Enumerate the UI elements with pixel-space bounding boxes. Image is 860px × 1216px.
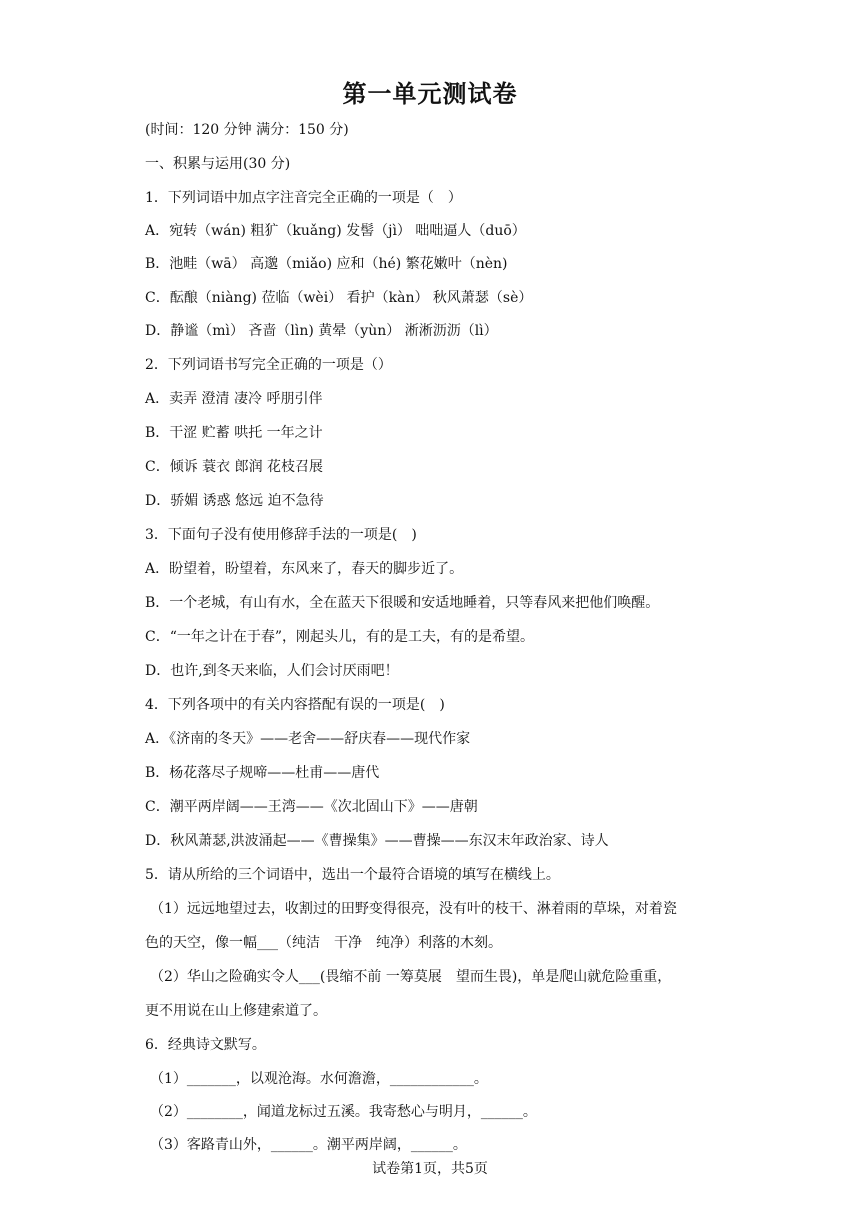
question-2-option-c: C．倾诉 蓑衣 郎润 花枝召展 bbox=[145, 459, 324, 475]
question-3-option-a: A．盼望着，盼望着，东风来了，春天的脚步近了。 bbox=[145, 561, 464, 577]
question-1-stem: 1．下列词语中加点字注音完全正确的一项是（ ） bbox=[145, 190, 462, 206]
question-5-part-2-line-2: 更不用说在山上修建索道了。 bbox=[145, 1003, 327, 1019]
question-5-stem: 5．请从所给的三个词语中，选出一个最符合语境的填写在横线上。 bbox=[145, 867, 560, 883]
question-4-option-c: C．潮平两岸阔——王湾——《次北固山下》——唐朝 bbox=[145, 799, 478, 815]
question-3-stem: 3．下面句子没有使用修辞手法的一项是( ) bbox=[145, 527, 417, 543]
question-4-option-b: B．杨花落尽子规啼——杜甫——唐代 bbox=[145, 765, 380, 781]
question-3-option-c: C．“一年之计在于春”，刚起头儿，有的是工夫，有的是希望。 bbox=[145, 629, 535, 645]
exam-meta: (时间：120 分钟 满分：150 分) bbox=[145, 122, 349, 138]
page-title: 第一单元测试卷 bbox=[342, 79, 518, 108]
question-2-option-b: B．干涩 贮蓄 哄托 一年之计 bbox=[145, 425, 323, 441]
question-1-option-a: A．宛转（wán) 粗犷（kuǎng) 发髻（jì） 咄咄逼人（duō） bbox=[145, 223, 526, 239]
question-6-line-1: （1）_______，以观沧海。水何澹澹，____________。 bbox=[150, 1071, 488, 1087]
question-3-option-d: D．也许,到冬天来临，人们会讨厌雨吧！ bbox=[145, 663, 399, 679]
question-4-stem: 4．下列各项中的有关内容搭配有误的一项是( ) bbox=[145, 697, 445, 713]
question-2-option-d: D．骄媚 诱惑 悠远 迫不急待 bbox=[145, 493, 324, 509]
section-heading: 一、积累与运用(30 分) bbox=[145, 156, 291, 172]
question-3-option-b: B．一个老城，有山有水，全在蓝天下很暖和安适地睡着，只等春风来把他们唤醒。 bbox=[145, 595, 660, 611]
question-4-option-a: A．《济南的冬天》——老舍——舒庆春——现代作家 bbox=[145, 731, 471, 747]
question-5-part-2-line-1: （2）华山之险确实令人___(畏缩不前 一筹莫展 望而生畏)，单是爬山就危险重重， bbox=[150, 969, 672, 985]
question-6-line-2: （2）________，闻道龙标过五溪。我寄愁心与明月，______。 bbox=[150, 1104, 537, 1120]
question-5-part-1-line-1: （1）远远地望过去，收割过的田野变得很亮，没有叶的枝干、淋着雨的草垛，对着瓷 bbox=[150, 901, 677, 917]
question-6-stem: 6．经典诗文默写。 bbox=[145, 1037, 266, 1053]
question-1-option-b: B．池畦（wā） 高邈（miǎo) 应和（hé) 繁花嫩叶（nèn) bbox=[145, 256, 508, 272]
question-1-option-d: D．静谧（mì） 吝啬（lìn) 黄晕（yùn） 淅淅沥沥（lì） bbox=[145, 323, 498, 339]
question-1-option-c: C．酝酿（niàng) 莅临（wèi） 看护（kàn） 秋风萧瑟（sè） bbox=[145, 290, 533, 306]
question-6-line-3: （3）客路青山外，______。潮平两岸阔，______。 bbox=[150, 1137, 467, 1153]
question-2-stem: 2．下列词语书写完全正确的一项是（） bbox=[145, 357, 392, 373]
question-2-option-a: A．卖弄 澄清 凄冷 呼朋引伴 bbox=[145, 391, 323, 407]
question-4-option-d: D．秋风萧瑟,洪波涌起——《曹操集》——曹操——东汉末年政治家、诗人 bbox=[145, 833, 609, 849]
question-5-part-1-line-2: 色的天空，像一幅___（纯洁 干净 纯净）利落的木刻。 bbox=[145, 935, 502, 951]
page-footer: 试卷第1页，共5页 bbox=[372, 1161, 488, 1177]
